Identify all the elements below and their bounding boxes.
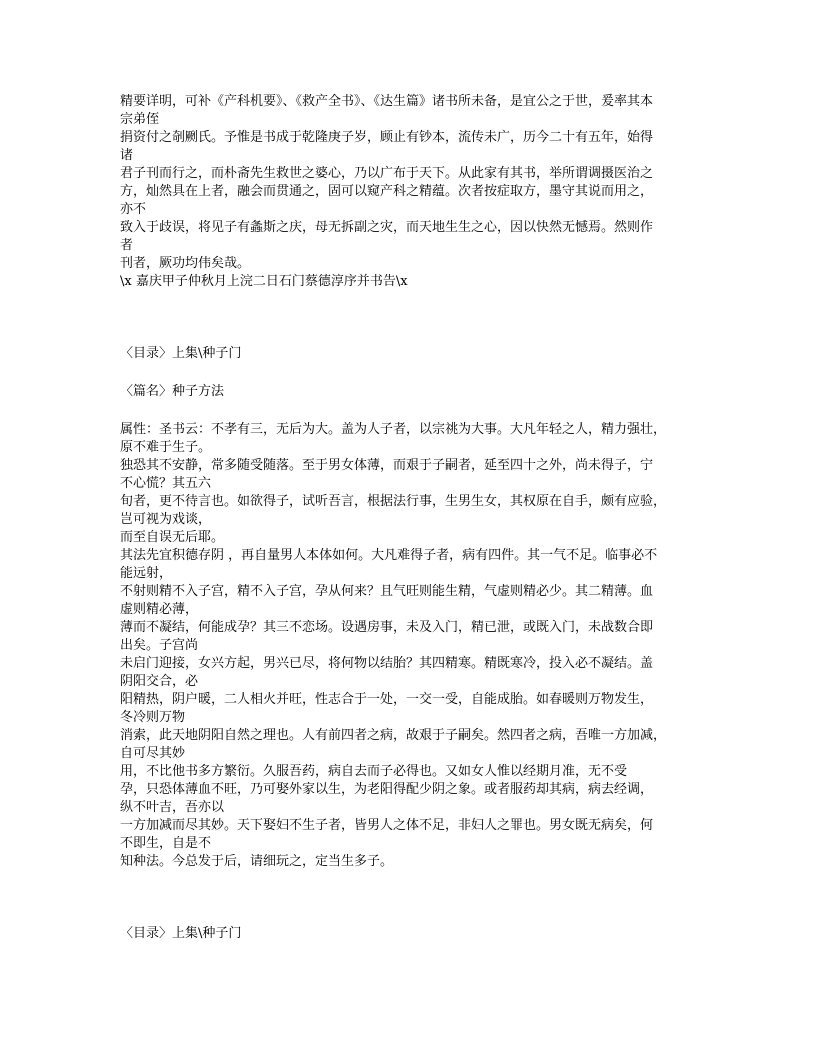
preface-block [120,93,700,291]
text-line: 独恐其不安静，常多随受随落。至于男女体薄，而艰于子嗣者，延至四十之外，尚未得子，宁 [120,458,654,473]
text-line: 未启门迎接，女兴方起，男兴已尽，将何物以结胎？其四精寒。精既寒冷，投入必不凝结。盖 [120,656,654,671]
text-line: 薄而不凝结，何能成孕？其三不恋场。设遇房事，未及入门，精已泄，或既入门，未战数合即 [120,620,654,635]
signature-line: \x 嘉庆甲子仲秋月上浣二日石门蔡德淳序并书告\x [120,274,408,289]
section-next [120,925,700,943]
text-line: 其法先宜积德存阴 ，再自量男人本体如何。大凡难得子者，病有四件。其一气不足。临事必不 [120,548,658,563]
text-line: 属性：圣书云：不孝有三，无后为大。盖为人子者，以宗祧为大事。大凡年轻之人，精力强壮， [120,422,667,437]
text-line: 不射则精不入子宫，精不入子宫，孕从何来？且气旺则能生精，气虚则精必少。其二精薄。血 [120,584,654,599]
text-line: 纵不叶吉，吾亦以 [120,800,225,815]
document-page [120,93,700,943]
text-line: 能远射， [120,566,173,581]
catalog-heading: 〈目录〉上集\种子门 [120,346,242,361]
text-line: 自可尽其妙 [120,746,186,761]
text-line: 不心慌？其五六 [120,476,212,491]
text-line: 不即生，自是不 [120,836,212,851]
text-line: 冬冷则万物 [120,710,186,725]
text-line: 用，不比他书多方繁衍。久服吾药，病自去而子必得也。又如女人惟以经期月准，无不受 [120,764,628,779]
catalog-heading: 〈目录〉上集\种子门 [120,926,242,941]
chapter-title: 〈篇名〉种子方法 [120,384,225,399]
text-line: 君子刊而行之，而朴斋先生救世之婆心，乃以广布于天下。从此家有其书，举所谓调摄医治之 [120,166,654,181]
text-line: 岂可视为戏谈， [120,512,212,527]
section-seed-methods [120,345,700,871]
text-line: 消索，此天地阴阳自然之理也。人有前四者之病，故艰于子嗣矣。然四者之病，吾唯一方加减， [120,728,667,743]
text-line: 宗弟侄 [120,112,160,127]
text-line: 方，灿然具在上者，融会而贯通之，固可以窥产科之精蕴。次者按症取方，墨守其说而用之， [120,184,654,199]
text-line: 知种法。今总发于后，请细玩之，定当生多子。 [120,854,394,869]
text-line: 孕，只恐体薄血不旺，乃可娶外家以生，为老阳得配少阴之象。或者服药却其病，病去经调， [120,782,654,797]
text-line: 捐资付之剞劂氏。予惟是书成于乾隆庚子岁，顾止有钞本，流传未广，历今二十有五年，始得 [120,130,654,145]
text-line: 刊者，厥功均伟矣哉。 [120,256,251,271]
text-line: 精要详明，可补《产科机要》、《救产全书》、《达生篇》诸书所未备，是宜公之于世，爰率其本 [120,94,654,109]
text-line: 旬者，更不待言也。如欲得子，试听吾言，根据法行事，生男生女，其权原在自手，颇有应验， [120,494,667,509]
text-line: 一方加减而尽其妙。天下娶妇不生子者，皆男人之体不足，非妇人之罪也。男女既无病矣，何 [120,818,654,833]
text-line: 者 [120,238,134,253]
text-line: 致入于歧误，将见子有螽斯之庆，母无拆副之灾，而天地生生之心，因以快然无憾焉。然则作 [120,220,654,235]
text-line: 原不难于生子。 [120,440,212,455]
text-line: 诸 [120,148,134,163]
text-line: 阴阳交合，必 [120,674,199,689]
text-line: 而至自误无后耶。 [120,530,225,545]
text-line: 虚则精必薄， [120,602,199,617]
text-line: 阳精热，阴户暖，二人相火并旺，性志合于一处，一交一受，自能成胎。如春暖则万物发生， [120,692,654,707]
text-line: 出矣。子宫尚 [120,638,199,653]
text-line: 亦不 [120,202,147,217]
